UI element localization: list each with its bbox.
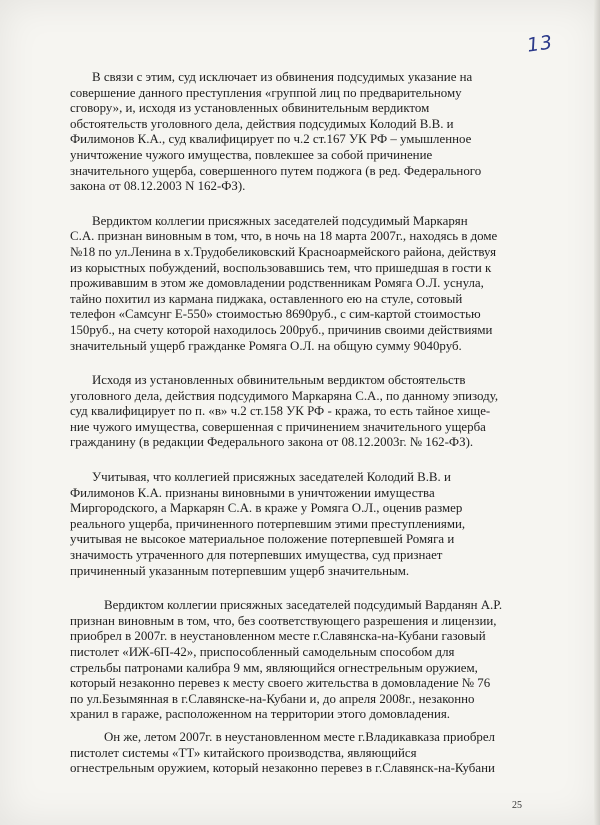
text-line: признан виновным в том, что, без соответствующего разрешения и лицензии,	[70, 613, 497, 628]
text-line: проживавшим в этом же домовладении родственникам Ромяга О.Л. уснула,	[70, 276, 484, 291]
page-edge	[594, 0, 600, 825]
text-line: ние чужого имущества, совершенная с причинением значительного ущерба	[70, 419, 486, 434]
text-line: гражданину (в редакции Федерального закона от 08.12.2003г. № 162-ФЗ).	[70, 435, 474, 450]
paragraph-5	[70, 598, 548, 723]
text-line: суд квалифицирует по п. «в» ч.2 ст.158 УК РФ - кража, то есть тайное хище-	[70, 404, 491, 419]
text-line: стрельбы патронами калибра 9 мм, являющийся огнестрельным оружием,	[70, 660, 478, 675]
text-line: Миргородского, а Маркарян С.А. в краже у Ромяга О.Л., оценив размер	[70, 501, 463, 516]
text-line: реального ущерба, причиненного потерпевшим этими преступлениями,	[70, 516, 466, 531]
paragraph-6	[70, 730, 548, 777]
text-line: причиненный указанным потерпевшим ущерб значительным.	[70, 563, 410, 578]
paragraph-4	[70, 470, 548, 579]
handwritten-page-mark: 13	[525, 31, 555, 57]
paragraph-3	[70, 373, 548, 451]
text-line: значительного ущерба, совершенного путем поджога (в ред. Федерального	[70, 163, 482, 178]
text-line: значительный ущерб гражданке Ромяга О.Л. на общую сумму 9040руб.	[70, 338, 462, 353]
text-line: обстоятельств уголовного дела, действия подсудимых Колодий В.В. и	[70, 116, 454, 131]
text-line: Филимонов К.А., суд квалифицирует по ч.2 ст.167 УК РФ – умышленное	[70, 132, 472, 147]
text-line: 150руб., на счету которой находилось 200руб., причинив своими действиями	[70, 322, 493, 337]
text-line: телефон «Самсунг Е-550» стоимостью 8690руб., с сим-картой стоимостью	[70, 307, 481, 322]
document-body	[70, 70, 548, 796]
text-line: по ул.Безымянная в г.Славянске-на-Кубани и, до апреля 2008г., незаконно	[70, 691, 475, 706]
text-line: Учитывая, что коллегией присяжных заседателей Колодий В.В. и	[92, 470, 451, 485]
paragraph-2	[70, 214, 548, 354]
text-line: уничтожение чужого имущества, повлекшее за собой причинение	[70, 147, 433, 162]
text-line: пистолет «ИЖ-6П-42», приспособленный самодельным способом для	[70, 645, 455, 659]
text-line: приобрел в 2007г. в неустановленном месте г.Славянска-на-Кубани газовый	[70, 629, 486, 644]
text-line: хранил в гараже, расположенном на территории этого домовладения.	[70, 707, 451, 722]
text-line: сговору», и, исходя из установленных обвинительным вердиктом	[70, 101, 430, 116]
text-line: тайно похитил из кармана пиджака, оставленного ею на стуле, сотовый	[70, 291, 463, 306]
text-line: Филимонов К.А. признаны виновными в уничтожении имущества	[70, 485, 435, 500]
text-line: совершение данного преступления «группой лиц по предварительному	[70, 85, 462, 100]
text-line: В связи с этим, суд исключает из обвинения подсудимых указание на	[92, 70, 473, 84]
text-line: закона от 08.12.2003 N 162-ФЗ).	[70, 179, 246, 194]
page-number: 25	[512, 800, 522, 811]
paragraph-1	[70, 70, 548, 195]
text-line: огнестрельным оружием, который незаконно перевез в г.Славянск-на-Кубани	[70, 761, 495, 776]
text-line: из корыстных побуждений, воспользовавшись тем, что пришедшая в гости к	[70, 260, 492, 275]
text-line: учитывая не высокое материальное положение потерпевшей Ромяга и	[70, 532, 455, 547]
text-line: №18 по ул.Ленина в х.Трудобеликовский Красноармейского района, действуя	[70, 244, 497, 259]
text-line: который незаконно перевез к месту своего жительства в домовладение № 76	[70, 676, 491, 691]
text-line: пистолет системы «ТТ» китайского производства, являющийся	[70, 745, 417, 760]
text-line: уголовного дела, действия подсудимого Маркаряна С.А., по данному эпизоду,	[70, 388, 499, 403]
text-line: Исходя из установленных обвинительным вердиктом обстоятельств	[92, 373, 466, 388]
text-line: Вердиктом коллегии присяжных заседателей подсудимый Варданян А.Р.	[104, 598, 503, 613]
text-line: значимость утраченного для потерпевших имущества, суд признает	[70, 548, 443, 563]
text-line: Вердиктом коллегии присяжных заседателей подсудимый Маркарян	[92, 213, 468, 228]
text-line: Он же, летом 2007г. в неустановленном месте г.Владикавказа приобрел	[104, 729, 495, 744]
text-line: С.А. признан виновным в том, что, в ночь на 18 марта 2007г., находясь в доме	[70, 229, 498, 244]
